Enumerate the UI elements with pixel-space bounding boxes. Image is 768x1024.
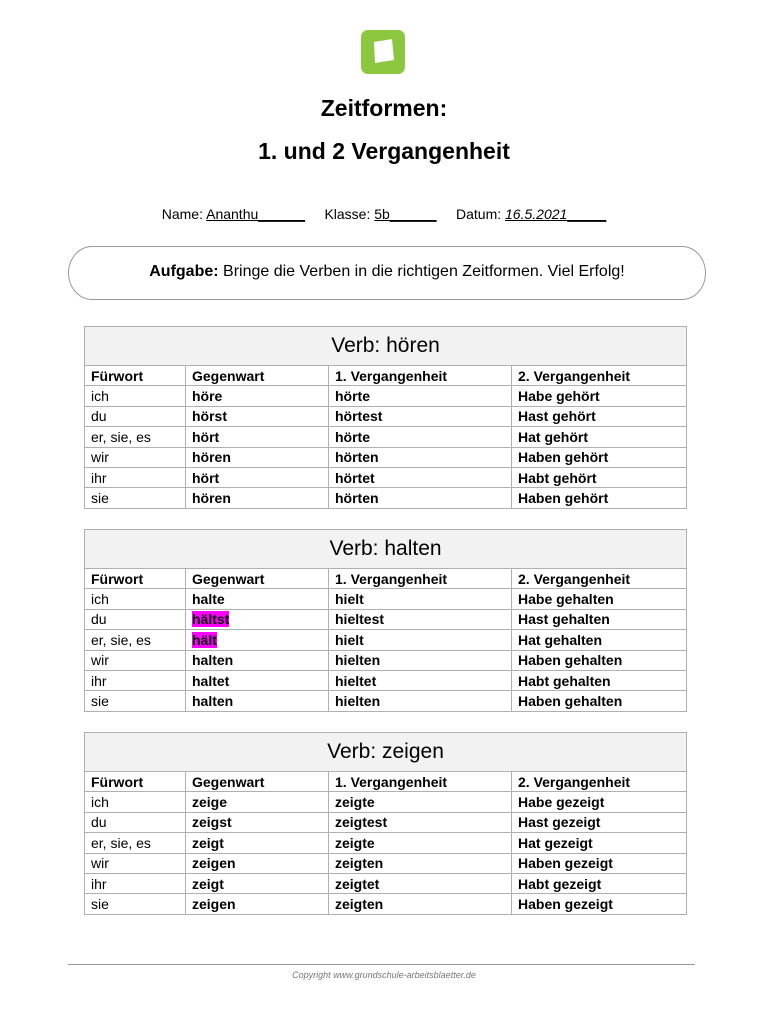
verb-table-zeigen [84,732,687,915]
verb-form-cell: Haben gehört [512,488,687,508]
verb-form-cell: Habe gehalten [512,589,687,609]
pronoun-cell: ich [85,386,186,406]
verb-form-cell: zeigten [329,894,512,914]
verb-form-cell: hielten [329,691,512,711]
column-header: Fürwort [85,366,186,386]
verb-table-hoeren [84,326,687,509]
column-header: Gegenwart [186,569,329,589]
verb-form-cell: halten [186,650,329,670]
verb-form-cell: zeigen [186,853,329,873]
table-caption: Verb: zeigen [85,733,687,772]
column-header: Fürwort [85,772,186,792]
verb-form-cell: Hat gehalten [512,630,687,650]
verb-form-cell: Hast gezeigt [512,812,687,832]
table-row [85,488,687,508]
verb-form-cell: hielt [329,630,512,650]
datum-label: Datum: [456,206,502,222]
pronoun-cell: du [85,812,186,832]
pronoun-cell: du [85,609,186,629]
verb-form-cell: hörtet [329,467,512,487]
verb-form-cell: hörtest [329,406,512,426]
column-header: 1. Vergangenheit [329,772,512,792]
verb-form-cell: hieltet [329,670,512,690]
verb-form-cell: zeigt [186,833,329,853]
table-row [85,812,687,832]
table-row [85,853,687,873]
highlighted-word: hältst [192,611,230,628]
task-text: Bringe die Verben in die richtigen Zeitformen. Viel Erfolg! [218,263,625,280]
table-row [85,894,687,914]
table-caption: Verb: halten [85,530,687,569]
task-label: Aufgabe: [149,263,219,280]
table-row [85,467,687,487]
verb-form-cell: hören [186,447,329,467]
pronoun-cell: ihr [85,873,186,893]
klasse-label: Klasse: [324,206,371,222]
klasse-value: 5b______ [374,206,437,222]
verb-form-cell: hört [186,427,329,447]
verb-form-cell: zeigtet [329,873,512,893]
verb-form-cell: Haben gehalten [512,650,687,670]
verb-form-cell: Hat gezeigt [512,833,687,853]
table-row [85,447,687,467]
column-header: Gegenwart [186,366,329,386]
table-row [85,670,687,690]
verb-form-cell: Habt gezeigt [512,873,687,893]
pronoun-cell: er, sie, es [85,427,186,447]
pronoun-cell: wir [85,650,186,670]
table-caption: Verb: hören [85,327,687,366]
verb-form-cell: Hast gehört [512,406,687,426]
student-info-line [0,206,768,222]
column-header: 1. Vergangenheit [329,569,512,589]
verb-form-cell: hielt [329,589,512,609]
datum-value: 16.5.2021 [505,206,568,222]
pronoun-cell: sie [85,691,186,711]
pronoun-cell: sie [85,488,186,508]
column-header: Gegenwart [186,772,329,792]
verb-form-cell: Hat gehört [512,427,687,447]
column-header: 2. Vergangenheit [512,366,687,386]
pronoun-cell: sie [85,894,186,914]
verb-form-cell: Habt gehört [512,467,687,487]
verb-form-cell: höre [186,386,329,406]
table-row [85,386,687,406]
datum-blank: _____ [567,206,607,222]
verb-form-cell: zeigte [329,792,512,812]
verb-form-cell: hieltest [329,609,512,629]
verb-form-cell: zeigt [186,873,329,893]
column-header: Fürwort [85,569,186,589]
verb-form-cell: zeigtest [329,812,512,832]
verb-table-halten [84,529,687,712]
pronoun-cell: wir [85,447,186,467]
verb-form-cell: Haben gehalten [512,691,687,711]
table-row [85,650,687,670]
verb-form-cell: hielten [329,650,512,670]
pronoun-cell: wir [85,853,186,873]
page-title: Zeitformen: [320,95,448,121]
table-row [85,609,687,629]
verb-form-cell: zeigten [329,853,512,873]
verb-form-cell: hörte [329,427,512,447]
page-subtitle: 1. und 2 Vergangenheit [258,138,510,164]
logo-icon [361,30,405,74]
verb-form-cell: Habt gehalten [512,670,687,690]
verb-form-cell: Haben gezeigt [512,894,687,914]
footer-divider [68,964,695,965]
verb-form-cell: Haben gehört [512,447,687,467]
verb-form-cell: hörten [329,447,512,467]
verb-form-cell: hörst [186,406,329,426]
verb-form-cell: Habe gezeigt [512,792,687,812]
verb-form-cell: Habe gehört [512,386,687,406]
task-box [68,246,706,300]
verb-form-cell: Haben gezeigt [512,853,687,873]
verb-form-cell: Hast gehalten [512,609,687,629]
verb-form-cell: hören [186,488,329,508]
table-row [85,427,687,447]
table-row [85,630,687,650]
verb-form-cell: halte [186,589,329,609]
pronoun-cell: ich [85,792,186,812]
column-header: 1. Vergangenheit [329,366,512,386]
pronoun-cell: du [85,406,186,426]
table-row [85,873,687,893]
name-value: Ananthu______ [206,206,305,222]
verb-form-cell [186,630,329,650]
table-row [85,406,687,426]
verb-form-cell: zeigst [186,812,329,832]
table-row [85,833,687,853]
verb-form-cell: zeige [186,792,329,812]
table-row [85,792,687,812]
copyright-text: Copyright www.grundschule-arbeitsblaetter.de [292,970,476,980]
highlighted-word: hält [192,631,217,648]
verb-form-cell: halten [186,691,329,711]
pronoun-cell: ich [85,589,186,609]
verb-form-cell: haltet [186,670,329,690]
verb-form-cell [186,609,329,629]
pronoun-cell: er, sie, es [85,630,186,650]
table-row [85,691,687,711]
table-row [85,589,687,609]
column-header: 2. Vergangenheit [512,569,687,589]
verb-form-cell: hört [186,467,329,487]
pronoun-cell: er, sie, es [85,833,186,853]
verb-form-cell: hörte [329,386,512,406]
pronoun-cell: ihr [85,467,186,487]
column-header: 2. Vergangenheit [512,772,687,792]
verb-form-cell: zeigte [329,833,512,853]
name-label: Name: [161,206,203,222]
pronoun-cell: ihr [85,670,186,690]
verb-form-cell: hörten [329,488,512,508]
verb-form-cell: zeigen [186,894,329,914]
